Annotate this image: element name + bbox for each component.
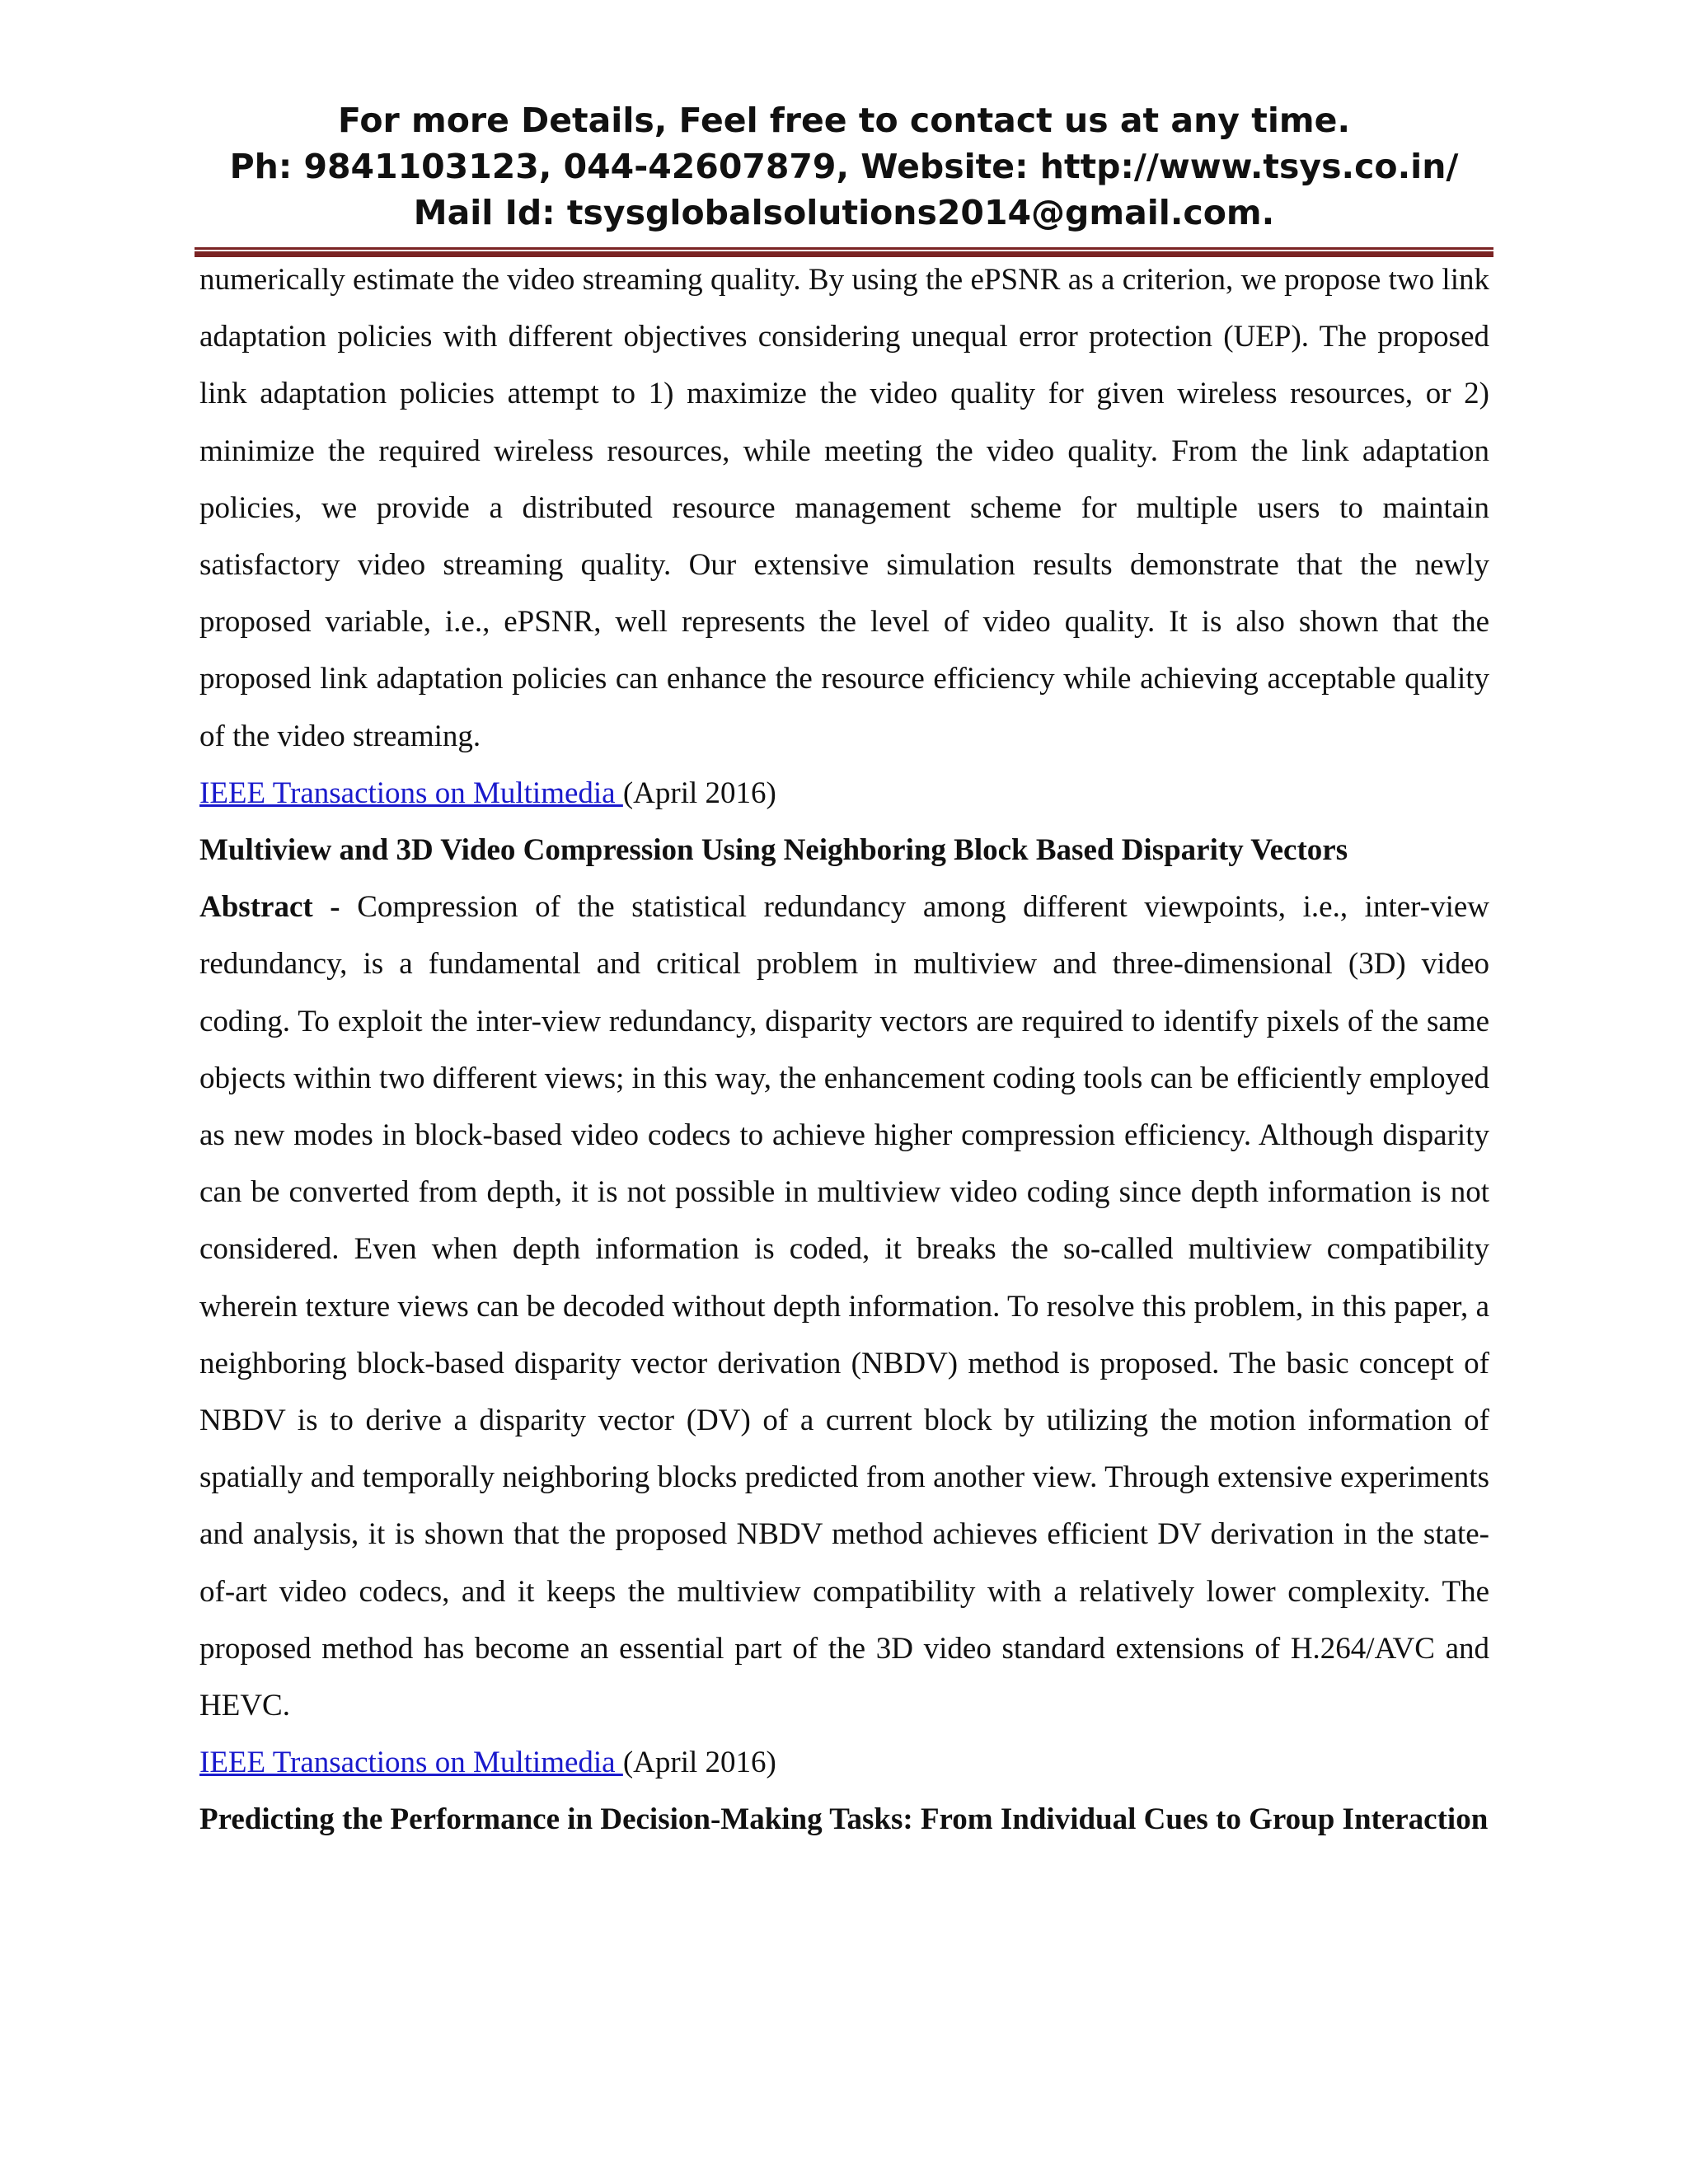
header-line-3: Mail Id: tsysglobalsolutions2014@gmail.com.	[413, 193, 1275, 232]
abstract-label: Abstract -	[199, 890, 358, 925]
paper-title-multiview: Multiview and 3D Video Compression Using Neighboring Block Based Disparity Vectors	[199, 833, 1348, 868]
contact-header	[0, 97, 1688, 236]
journal-date-2: (April 2016)	[622, 1746, 776, 1780]
header-line-2: Ph: 9841103123, 044-42607879, Website: http://www.tsys.co.in/	[229, 147, 1459, 186]
journal-reference-2	[199, 1734, 1489, 1791]
header-line-1: For more Details, Feel free to contact us at any time.	[337, 101, 1351, 140]
continuation-paragraph: numerically estimate the video streaming quality. By using the ePSNR as a criterion, we propose two link adaptation policies with different objectives considering unequal error protection (UEP). The proposed link adaptation policies attempt to 1) maximize the video quality for given wireless resources, or 2) minimize the required wireless resources, while meeting the video quality. From the link adaptation policies, we provide a distributed resource management scheme for multiple users to maintain satisfactory video streaming quality. Our extensive simulation results demonstrate that the newly proposed variable, i.e., ePSNR, well represents the level of video quality. It is also shown that the proposed link adaptation policies can enhance the resource efficiency while achieving acceptable quality of the video streaming.	[199, 263, 1489, 753]
document-body	[199, 251, 1489, 1849]
paper-title-decision-making: Predicting the Performance in Decision-Making Tasks: From Individual Cues to Group Interaction	[199, 1802, 1489, 1837]
journal-link-2[interactable]: IEEE Transactions on Multimedia	[199, 1746, 623, 1780]
header-rule-thin	[195, 247, 1493, 250]
abstract-paragraph-multiview	[199, 879, 1489, 1734]
abstract-text-multiview: Compression of the statistical redundancy among different viewpoints, i.e., inter-view redundancy, is a fundamental and critical problem in multiview and three-dimensional (3D) video coding. To exploit the inter-view redundancy, disparity vectors are required to identify pixels of the same objects within two different views; in this way, the enhancement coding tools can be efficiently employed as new modes in block-based video codecs to achieve higher compression efficiency. Although disparity can be converted from depth, it is not possible in multiview video coding since depth information is not considered. Even when depth information is coded, it breaks the so-called multiview compatibility wherein texture views can be decoded without depth information. To resolve this problem, in this paper, a neighboring block-based disparity vector derivation (NBDV) method is proposed. The basic concept of NBDV is to derive a disparity vector (DV) of a current block by utilizing the motion information of spatially and temporally neighboring blocks predicted from another view. Through extensive experiments and analysis, it is shown that the proposed NBDV method achieves efficient DV derivation in the state-of-art video codecs, and it keeps the multiview compatibility with a relatively lower complexity. The proposed method has become an essential part of the 3D video standard extensions of H.264/AVC and HEVC.	[199, 890, 1489, 1723]
journal-reference-1	[199, 765, 1489, 822]
journal-date-1: (April 2016)	[622, 776, 776, 810]
journal-link-1[interactable]: IEEE Transactions on Multimedia	[199, 776, 623, 810]
